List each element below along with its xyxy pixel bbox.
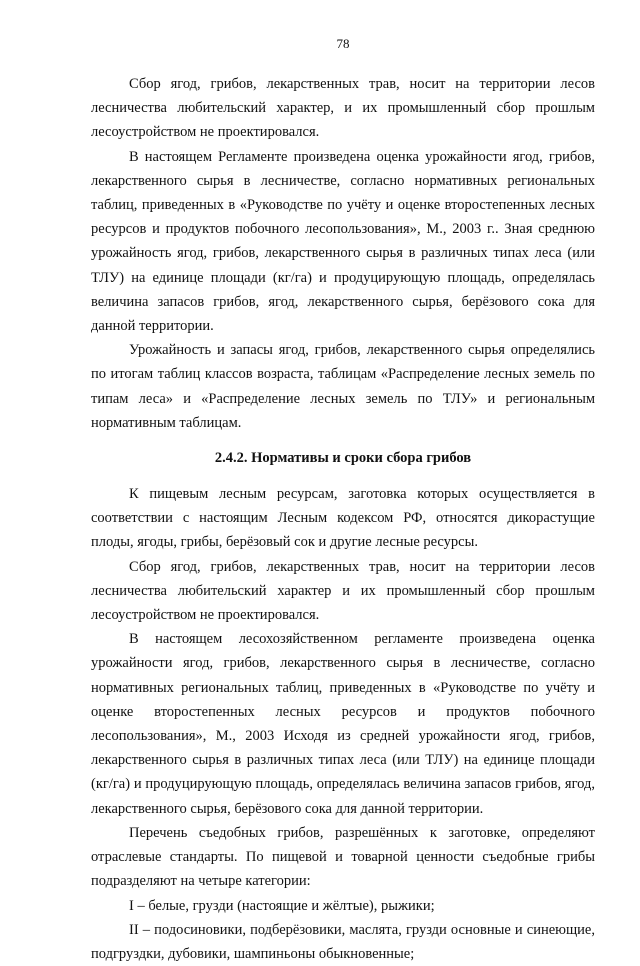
paragraph: К пищевым лесным ресурсам, заготовка которых осуществляется в соответствии с настоящим Лесным кодексом РФ, относятся дикорастущие плоды, ягоды, грибы, берёзовый сок и другие лесные ресурсы. <box>91 486 595 551</box>
document-page <box>91 36 595 966</box>
paragraph: В настоящем лесохозяйственном регламенте произведена оценка урожайности ягод, грибов, лекарственного сырья в лесничестве, согласно нормативных региональных таблиц, приведенных в «Руководстве по учёту и оценке второстепенных лесных ресурсов и продуктов побочного лесопользования», М., 2003 Исходя из средней урожайности ягод, грибов, лекарственного сырья в различных типах леса (или ТЛУ) на единице площади (кг/га) и продуцирующую площадь, определялась величина запасов грибов, ягод, лекарственного сырья, берёзового сока для данной территории. <box>91 631 595 817</box>
paragraph: В настоящем Регламенте произведена оценка урожайности ягод, грибов, лекарственного сырья в лесничестве, согласно нормативных региональных таблиц, приведенных в «Руководстве по учёту и оценке второстепенных лесных ресурсов и продуктов побочного лесопользования», М., 2003 г.. Зная среднюю урожайность ягод, грибов, лекарственного сырья в различных типах леса (или ТЛУ) на единице площади (кг/га) и продуцирующую площадь, определялась величина запасов грибов, ягод, лекарственного сырья, берёзового сока для данной территории. <box>91 148 595 335</box>
paragraph: Сбор ягод, грибов, лекарственных трав, носит на территории лесов лесничества любительский характер, и их промышленный сбор прошлым лесоустройством не проектировался. <box>91 76 595 141</box>
list-item: I – белые, грузди (настоящие и жёлтые), рыжики; <box>129 897 435 914</box>
paragraph: Перечень съедобных грибов, разрешённых к заготовке, определяют отраслевые стандарты. По пищевой и товарной ценности съедобные грибы подразделяют на четыре категории: <box>91 824 595 890</box>
paragraph: Сбор ягод, грибов, лекарственных трав, носит на территории лесов лесничества любительский характер и их промышленный сбор прошлым лесоустройством не проектировался. <box>91 558 595 624</box>
list-item: II – подосиновики, подберёзовики, маслята, грузди основные и синеющие, подгруздки, дубовики, шампиньоны обыкновенные; <box>91 921 595 962</box>
section-heading: 2.4.2. Нормативы и сроки сбора грибов <box>214 450 472 467</box>
page-number: 78 <box>336 36 350 51</box>
paragraph: Урожайность и запасы ягод, грибов, лекарственного сырья определялись по итогам таблиц классов возраста, таблицам «Распределение лесных земель по типам леса» и «Распределение лесных земель по ТЛУ» и региональным нормативным таблицам. <box>91 342 595 431</box>
